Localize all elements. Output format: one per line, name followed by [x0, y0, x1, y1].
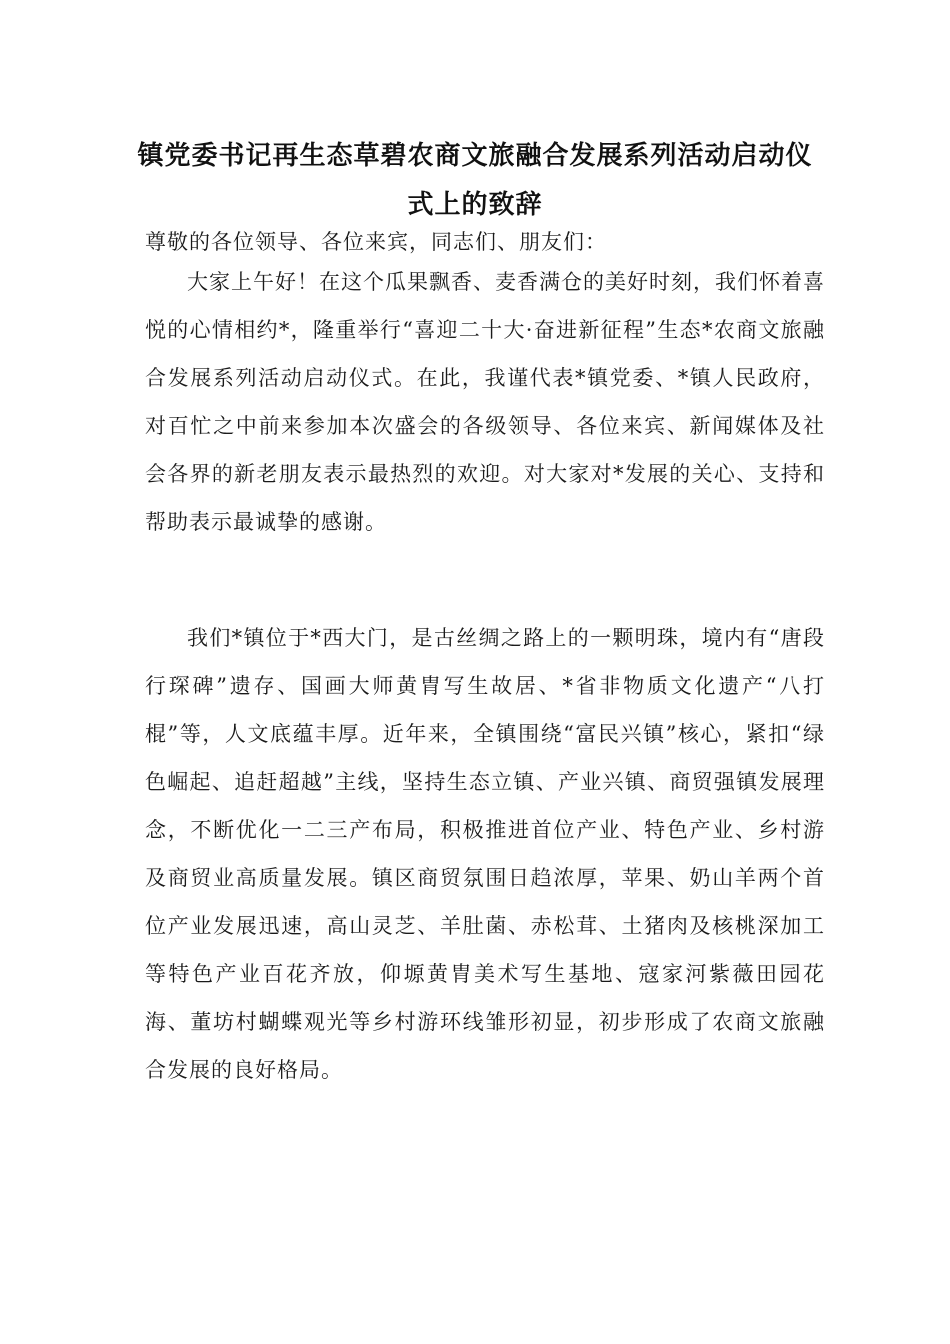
paragraph-welcome: 大家上午好！在这个瓜果飘香、麦香满仓的美好时刻，我们怀着喜悦的心情相约*，隆重举行“喜迎二十大·奋进新征程”生态*农商文旅融合发展系列活动启动仪式。在此，我谨代表*镇党委、*镇人民政府，对百忙之中前来参加本次盛会的各级领导、各位来宾、新闻媒体及社会各界的新老朋友表示最热烈的欢迎。对大家对*发展的关心、支持和帮助表示最诚挚的感谢。: [145, 270, 825, 534]
paragraph-town-introduction: 我们*镇位于*西大门，是古丝绸之路上的一颗明珠，境内有“唐段行琛碑”遗存、国画大师黄胄写生故居、*省非物质文化遗产“八打棍”等，人文底蕴丰厚。近年来，全镇围绕“富民兴镇”核心，紧扣“绿色崛起、追赶超越”主线，坚持生态立镇、产业兴镇、商贸强镇发展理念，不断优化一二三产布局，积极推进首位产业、特色产业、乡村游及商贸业高质量发展。镇区商贸氛围日趋浓厚，苹果、奶山羊两个首位产业发展迅速，高山灵芝、羊肚菌、赤松茸、土猪肉及核桃深加工等特色产业百花齐放，仰塬黄胄美术写生基地、寇家河紫薇田园花海、董坊村蝴蝶观光等乡村游环线雏形初显，初步形成了农商文旅融合发展的良好格局。: [145, 626, 825, 1082]
document-title-line-1: 镇党委书记再生态草碧农商文旅融合发展系列活动启动仪: [137, 141, 813, 171]
salutation: 尊敬的各位领导、各位来宾，同志们、朋友们：: [145, 230, 607, 254]
document-title-line-2: 式上的致辞: [407, 190, 543, 220]
